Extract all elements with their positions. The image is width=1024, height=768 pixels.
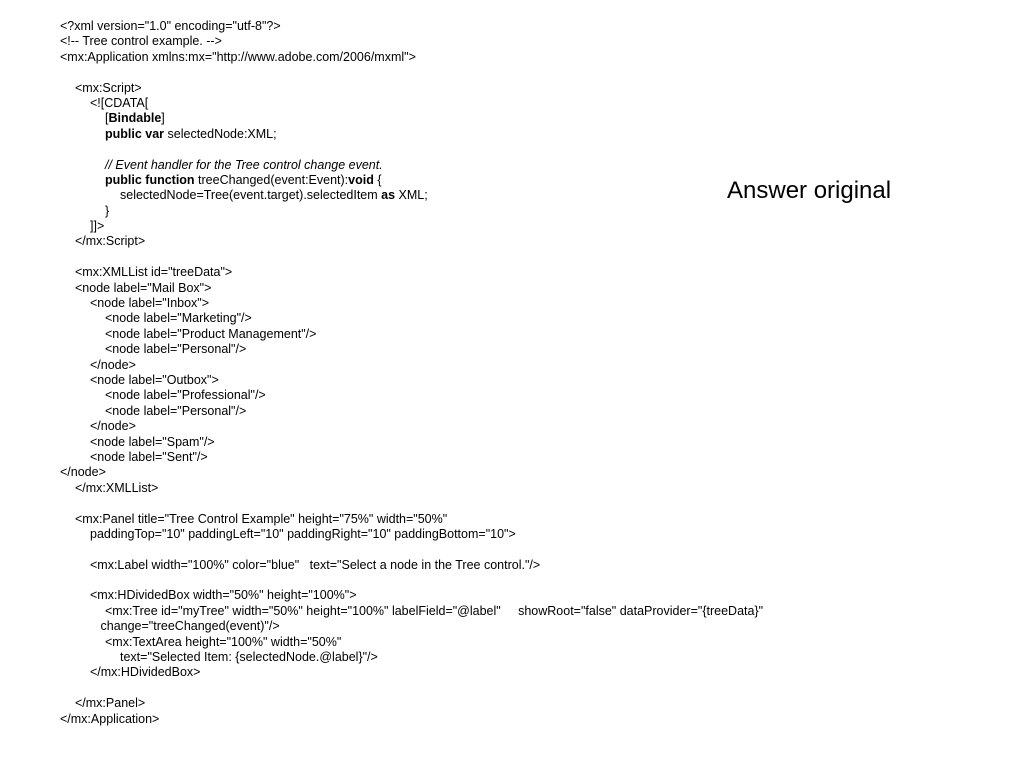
- code-keyword: void: [348, 172, 374, 187]
- code-text: <node label="Outbox">: [90, 372, 219, 387]
- code-text: <mx:Panel title="Tree Control Example" height="75%" width="50%": [75, 511, 448, 526]
- code-line: [60, 450, 960, 465]
- code-text: <node label="Personal"/>: [105, 342, 247, 357]
- code-line: [60, 512, 960, 527]
- code-keyword: Bindable: [108, 111, 162, 126]
- code-text: <node label="Inbox">: [90, 296, 210, 311]
- code-line: [60, 296, 960, 311]
- code-text: XML;: [395, 188, 428, 203]
- code-text: <node label="Mail Box">: [75, 280, 212, 295]
- code-listing: [60, 19, 960, 727]
- code-line: [60, 604, 960, 619]
- code-text: selectedNode=Tree(event.target).selectedItem: [120, 188, 382, 203]
- code-text: <mx:Tree id="myTree" width="50%" height="100%" labelField="@label" showRoot="false" dataProvider="{treeData}": [105, 603, 764, 618]
- code-text: <mx:HDividedBox width="50%" height="100%">: [90, 588, 357, 603]
- code-line: [60, 250, 960, 265]
- code-line: [60, 635, 960, 650]
- code-line: [60, 388, 960, 403]
- code-line: [60, 265, 960, 280]
- code-text: }: [105, 203, 110, 218]
- code-line: [60, 342, 960, 357]
- code-line: [60, 527, 960, 542]
- code-keyword: public var: [105, 126, 165, 141]
- code-line: [60, 34, 960, 49]
- code-text: treeChanged(event:Event):: [194, 172, 349, 187]
- code-text: </mx:HDividedBox>: [90, 665, 201, 680]
- code-line: [60, 542, 960, 557]
- code-line: [60, 696, 960, 711]
- code-text: <![CDATA[: [90, 95, 149, 110]
- code-text: <node label="Marketing"/>: [105, 311, 252, 326]
- code-text: text="Selected Item: {selectedNode.@label}"/>: [120, 650, 378, 665]
- code-line: [60, 19, 960, 34]
- code-line: [60, 81, 960, 96]
- code-text: <node label="Sent"/>: [90, 449, 208, 464]
- code-line: [60, 650, 960, 665]
- code-keyword: as: [381, 188, 396, 203]
- code-text: </node>: [90, 357, 136, 372]
- code-text: </mx:Script>: [75, 234, 146, 249]
- code-line: [60, 404, 960, 419]
- code-line: [60, 588, 960, 603]
- code-line: [60, 665, 960, 680]
- code-line: [60, 435, 960, 450]
- code-text: change="treeChanged(event)"/>: [100, 619, 280, 634]
- code-text: <mx:TextArea height="100%" width="50%": [105, 634, 342, 649]
- answer-original-heading: Answer original: [727, 177, 892, 204]
- code-line: [60, 419, 960, 434]
- code-text: paddingTop="10" paddingLeft="10" paddingRight="10" paddingBottom="10">: [90, 526, 516, 541]
- code-line: [60, 50, 960, 65]
- code-line: [60, 327, 960, 342]
- code-comment: // Event handler for the Tree control change event.: [105, 157, 383, 172]
- code-text: </node>: [90, 419, 136, 434]
- code-line: [60, 234, 960, 249]
- code-text: </mx:Application>: [60, 711, 160, 726]
- code-line: [60, 558, 960, 573]
- code-line: [60, 481, 960, 496]
- code-text: <node label="Product Management"/>: [105, 326, 317, 341]
- code-line: [60, 142, 960, 157]
- code-text: <!-- Tree control example. -->: [60, 34, 222, 49]
- code-text: <node label="Spam"/>: [90, 434, 215, 449]
- code-line: [60, 111, 960, 126]
- code-line: [60, 96, 960, 111]
- code-line: [60, 712, 960, 727]
- code-line: [60, 219, 960, 234]
- code-line: [60, 65, 960, 80]
- code-text: <?xml version="1.0" encoding="utf-8"?>: [60, 19, 281, 33]
- code-line: [60, 619, 960, 634]
- code-text: <node label="Professional"/>: [105, 388, 266, 403]
- code-text: </mx:Panel>: [75, 696, 146, 711]
- code-text: selectedNode:XML;: [164, 126, 277, 141]
- code-line: [60, 311, 960, 326]
- code-line: [60, 158, 960, 173]
- code-text: <mx:Script>: [75, 80, 142, 95]
- code-line: [60, 681, 960, 696]
- code-text: <mx:XMLList id="treeData">: [75, 265, 233, 280]
- code-text: <node label="Personal"/>: [105, 403, 247, 418]
- code-line: [60, 465, 960, 480]
- code-text: <mx:Application xmlns:mx="http://www.adobe.com/2006/mxml">: [60, 49, 416, 64]
- code-text: {: [373, 172, 382, 187]
- code-line: [60, 496, 960, 511]
- code-line: [60, 281, 960, 296]
- code-text: </node>: [60, 465, 106, 480]
- code-text: <mx:Label width="100%" color="blue" text="Select a node in the Tree control."/>: [90, 557, 541, 572]
- code-text: </mx:XMLList>: [75, 480, 159, 495]
- code-line: [60, 573, 960, 588]
- code-text: ]]>: [90, 219, 105, 234]
- code-line: [60, 373, 960, 388]
- code-line: [60, 127, 960, 142]
- code-line: [60, 358, 960, 373]
- code-text: [: [105, 111, 109, 126]
- code-keyword: public function: [105, 172, 195, 187]
- code-text: ]: [161, 111, 165, 126]
